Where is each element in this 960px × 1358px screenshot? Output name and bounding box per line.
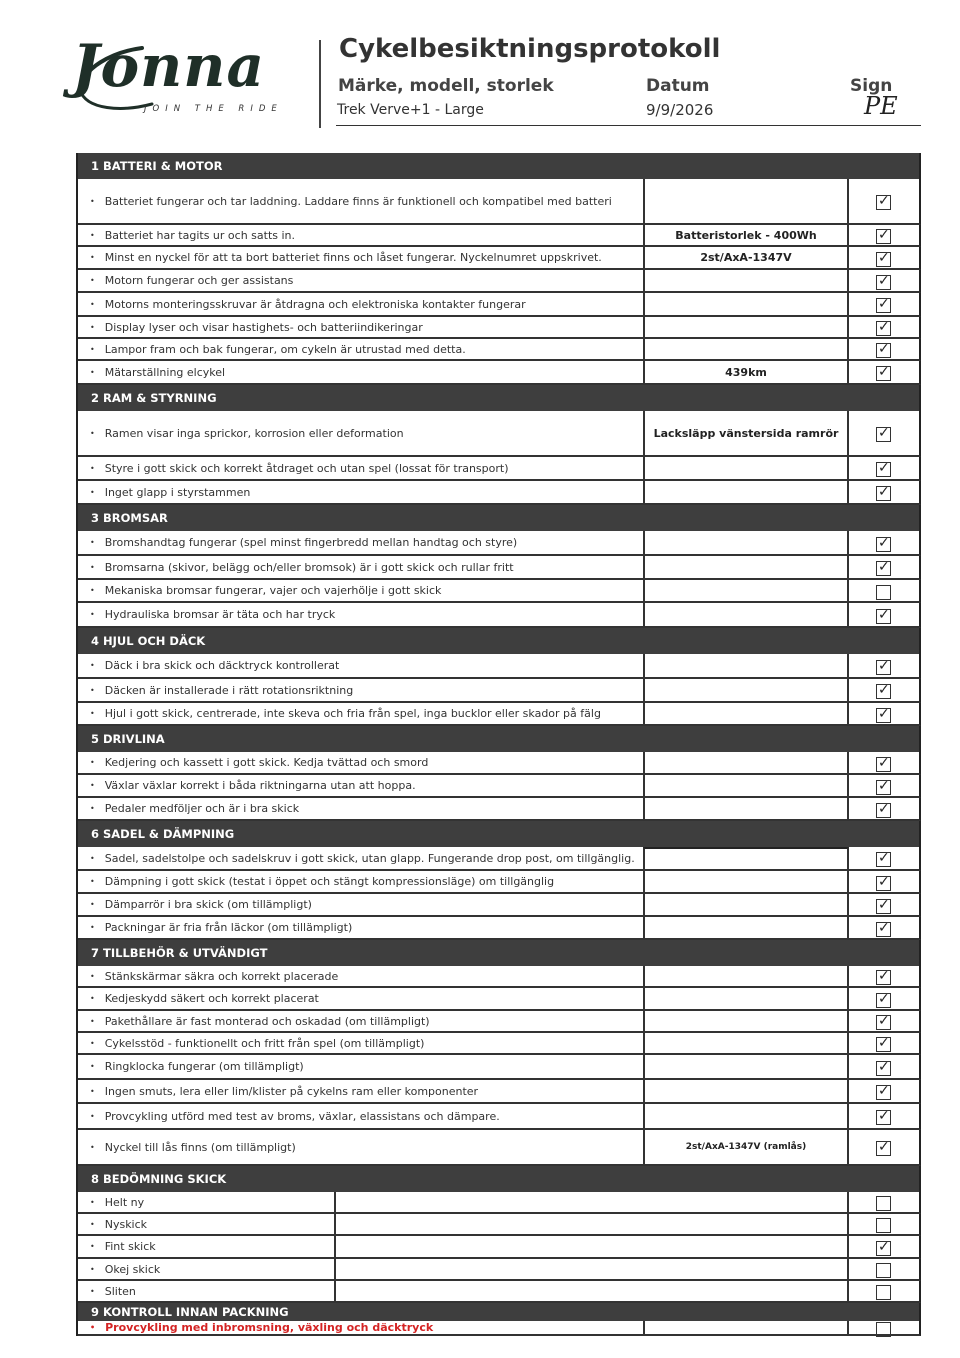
bullet-icon: •	[90, 1323, 96, 1332]
checklist-row	[78, 775, 921, 798]
checklist-row	[78, 1011, 921, 1033]
row-note-field[interactable]	[643, 339, 849, 359]
checklist-row	[78, 988, 921, 1011]
checkbox[interactable]	[876, 1085, 891, 1100]
section-number: 2	[91, 391, 100, 405]
bullet-icon: •	[90, 562, 95, 572]
row-note-field[interactable]	[643, 603, 849, 626]
row-text	[78, 988, 319, 1009]
checklist-row	[78, 1080, 921, 1104]
row-note-field[interactable]: 439km	[643, 361, 849, 383]
checklist-row	[78, 270, 921, 293]
row-label: Ramen visar inga sprickor, korrosion eller deformation	[104, 426, 404, 440]
bullet-icon: •	[90, 299, 95, 309]
row-text	[78, 361, 225, 383]
bullet-icon: •	[90, 367, 95, 377]
row-note-field[interactable]	[643, 556, 849, 578]
bullet-icon: •	[90, 610, 95, 619]
checklist-row	[78, 457, 921, 481]
row-text	[78, 1192, 334, 1212]
row-note-field[interactable]	[643, 1321, 849, 1334]
row-note-field[interactable]	[643, 457, 849, 479]
sign-label: Sign	[850, 76, 893, 96]
checkbox[interactable]	[876, 609, 891, 624]
row-note-field[interactable]	[643, 775, 849, 796]
bullet-icon: •	[90, 463, 95, 473]
checklist-row	[78, 580, 921, 603]
bullet-icon: •	[90, 971, 95, 981]
row-label: Provcykling utförd med test av broms, växlar, elassistans och dämpare.	[104, 1109, 500, 1123]
row-note-field[interactable]	[643, 798, 849, 819]
checkbox[interactable]	[876, 922, 891, 937]
checklist-row	[78, 1281, 921, 1303]
bullet-icon: •	[90, 230, 95, 240]
bullet-icon: •	[90, 196, 95, 206]
row-label: Ingen smuts, lera eller lim/klister på cykelns ram eller komponenter	[104, 1084, 479, 1098]
row-note-field[interactable]	[643, 179, 849, 223]
row-note-field[interactable]	[643, 654, 849, 677]
checkbox[interactable]	[876, 1015, 891, 1030]
section-title: BATTERI & MOTOR	[103, 159, 223, 173]
row-text	[78, 270, 293, 291]
row-text	[78, 411, 404, 455]
row-label: Sliten	[104, 1284, 136, 1298]
row-label: Batteriet har tagits ur och satts in.	[104, 228, 296, 242]
logo-wordmark: Jonna	[72, 32, 266, 100]
row-text	[78, 1033, 424, 1053]
checkbox[interactable]	[876, 537, 891, 552]
bullet-icon: •	[90, 877, 95, 886]
section-number: 7	[91, 946, 100, 960]
checklist-row	[78, 654, 921, 679]
row-text	[78, 1011, 430, 1031]
row-text	[78, 1130, 296, 1164]
checklist-row	[78, 531, 921, 556]
checkbox[interactable]	[876, 757, 891, 772]
checkbox[interactable]	[876, 1218, 891, 1233]
page-title: Cykelbesiktningsprotokoll	[339, 34, 721, 64]
checklist-row	[78, 871, 921, 894]
section-header	[78, 385, 921, 411]
row-label: Provcykling med inbromsning, växling och däcktryck	[105, 1321, 434, 1334]
row-note-field[interactable]	[643, 871, 849, 892]
bullet-icon: •	[90, 1219, 95, 1229]
row-label: Kedjering och kassett i gott skick. Kedja tvättad och smord	[104, 756, 429, 769]
checkbox[interactable]	[876, 195, 891, 210]
row-text	[78, 1281, 334, 1301]
checklist-row	[78, 481, 921, 505]
section-header	[78, 940, 921, 966]
checklist-row	[78, 603, 921, 628]
bullet-icon: •	[90, 853, 95, 863]
row-text	[78, 603, 335, 626]
row-note-field[interactable]: 2st/AxA-1347V	[643, 247, 849, 268]
row-label: Cykelsstöd - funktionellt och fritt från spel (om tillämpligt)	[104, 1036, 425, 1050]
row-label: Däcken är installerade i rätt rotationsriktning	[104, 683, 354, 697]
checkbox[interactable]	[876, 321, 891, 336]
bullet-icon: •	[90, 1286, 95, 1296]
model-label: Märke, modell, storlek	[338, 76, 554, 96]
checklist-row	[78, 966, 921, 988]
row-text	[78, 1321, 433, 1334]
section-number: 3	[91, 511, 100, 525]
row-text	[78, 847, 635, 869]
section-header	[78, 628, 921, 654]
section-number: 4	[91, 634, 100, 648]
checklist-row	[78, 703, 921, 726]
section-title: KONTROLL INNAN PACKNING	[103, 1305, 289, 1319]
row-note-field[interactable]	[334, 1214, 849, 1234]
checkbox[interactable]	[876, 1061, 891, 1076]
bullet-icon: •	[90, 709, 95, 718]
bullet-icon: •	[90, 487, 95, 497]
row-note-field[interactable]	[643, 1033, 849, 1053]
checkbox[interactable]	[876, 660, 891, 675]
row-note-field[interactable]	[643, 1055, 849, 1078]
document-header	[0, 0, 960, 140]
row-label: Dämparrör i bra skick (om tillämpligt)	[104, 898, 312, 911]
checklist-row	[78, 847, 921, 871]
bullet-icon: •	[90, 586, 95, 595]
row-text	[78, 1080, 478, 1102]
row-text	[78, 481, 250, 503]
checkbox[interactable]	[876, 486, 891, 501]
logo-tagline: JOIN THE RIDE	[144, 104, 283, 114]
row-label: Nyckel till lås finns (om tillämpligt)	[104, 1140, 296, 1154]
row-note-field[interactable]	[643, 270, 849, 291]
bullet-icon: •	[90, 344, 95, 354]
checkbox[interactable]	[876, 298, 891, 313]
row-note-field[interactable]	[643, 988, 849, 1009]
row-text	[78, 339, 466, 359]
section-number: 6	[91, 827, 100, 841]
row-note-field[interactable]	[643, 293, 849, 315]
checkbox[interactable]	[876, 366, 891, 381]
bullet-icon: •	[90, 758, 95, 767]
checklist-row	[78, 1321, 921, 1336]
row-text	[78, 457, 509, 479]
row-text	[78, 966, 338, 986]
row-note-field[interactable]	[334, 1281, 849, 1301]
checklist-row	[78, 339, 921, 361]
checklist-row	[78, 1259, 921, 1281]
section-title: BROMSAR	[103, 511, 168, 525]
checklist-row	[78, 1192, 921, 1214]
row-note-field[interactable]	[643, 317, 849, 337]
row-text	[78, 317, 423, 337]
row-label: Dämpning i gott skick (testat i öppet och stängt kompressionsläge) om tillgänglig	[104, 875, 555, 888]
checklist-row	[78, 293, 921, 317]
checkbox[interactable]	[876, 252, 891, 267]
row-label: Inget glapp i styrstammen	[104, 485, 251, 499]
checklist-row	[78, 556, 921, 580]
row-note-field[interactable]	[334, 1192, 849, 1212]
section-header	[78, 153, 921, 179]
bullet-icon: •	[90, 1242, 95, 1251]
checklist-row	[78, 752, 921, 775]
signature: PE	[864, 92, 898, 120]
row-note-field[interactable]	[643, 1104, 849, 1128]
checkbox[interactable]	[876, 585, 891, 600]
row-label: Minst en nyckel för att ta bort batteriet finns och låset fungerar. Nyckelnumret uppskrivet.	[104, 251, 602, 264]
section-number: 5	[91, 732, 100, 746]
checkbox[interactable]	[876, 1263, 891, 1278]
row-text	[78, 293, 526, 315]
row-label: Hjul i gott skick, centrerade, inte skeva och fria från spel, inga bucklor eller skador på fälg	[104, 707, 601, 720]
checkbox[interactable]	[876, 1141, 891, 1156]
checklist-row	[78, 225, 921, 247]
row-label: Bromsarna (skivor, belägg och/eller bromsok) är i gott skick och rullar fritt	[104, 560, 514, 574]
header-divider	[319, 40, 321, 128]
row-note-field[interactable]	[643, 752, 849, 773]
checkbox[interactable]	[876, 1322, 891, 1337]
header-underline	[336, 125, 921, 126]
checklist-row	[78, 1055, 921, 1080]
row-text	[78, 179, 612, 223]
bullet-icon: •	[90, 1016, 95, 1026]
section-title: HJUL OCH DÄCK	[103, 634, 206, 648]
checkbox[interactable]	[876, 708, 891, 723]
section-title: BEDÖMNING SKICK	[103, 1172, 227, 1186]
row-text	[78, 679, 353, 701]
model-value: Trek Verve+1 - Large	[337, 102, 484, 118]
bullet-icon: •	[90, 1264, 95, 1274]
row-note-field[interactable]	[643, 1011, 849, 1031]
checklist-row	[78, 247, 921, 270]
date-value: 9/9/2026	[646, 101, 714, 119]
row-label: Okej skick	[104, 1262, 161, 1276]
row-text	[78, 703, 601, 724]
section-number: 8	[91, 1172, 100, 1186]
bullet-icon: •	[90, 276, 95, 285]
row-note-field[interactable]	[643, 847, 849, 869]
row-label: Däck i bra skick och däcktryck kontrollerat	[104, 659, 340, 672]
row-text	[78, 1236, 334, 1257]
checklist-row	[78, 1214, 921, 1236]
row-text	[78, 1214, 334, 1234]
bullet-icon: •	[90, 661, 95, 670]
row-note-field[interactable]: 2st/AxA-1347V (ramlås)	[643, 1130, 849, 1164]
bullet-icon: •	[90, 538, 95, 547]
checklist-row	[78, 317, 921, 339]
checklist-row	[78, 798, 921, 821]
row-text	[78, 531, 517, 554]
checkbox[interactable]	[876, 899, 891, 914]
bullet-icon: •	[90, 685, 95, 695]
row-note-field[interactable]: Batteristorlek - 400Wh	[643, 225, 849, 245]
checkbox[interactable]	[876, 803, 891, 818]
row-label: Display lyser och visar hastighets- och batteriindikeringar	[104, 320, 423, 334]
row-label: Pedaler medföljer och är i bra skick	[104, 802, 300, 815]
checkbox[interactable]	[876, 229, 891, 244]
checkbox[interactable]	[876, 684, 891, 699]
row-text	[78, 225, 295, 245]
row-text	[78, 247, 602, 268]
section-title: DRIVLINA	[103, 732, 165, 746]
row-label: Fint skick	[104, 1240, 156, 1253]
checklist-row	[78, 361, 921, 385]
row-note-field[interactable]	[643, 481, 849, 503]
row-text	[78, 775, 416, 796]
section-header	[78, 1303, 921, 1321]
row-text	[78, 917, 352, 938]
bullet-icon: •	[90, 428, 95, 438]
row-label: Hydrauliska bromsar är täta och har tryck	[104, 608, 336, 621]
section-title: RAM & STYRNING	[103, 391, 217, 405]
bullet-icon: •	[90, 253, 95, 262]
checkbox[interactable]	[876, 343, 891, 358]
row-label: Kedjeskydd säkert och korrekt placerat	[104, 992, 319, 1005]
checkbox[interactable]	[876, 1285, 891, 1300]
row-label: Växlar växlar korrekt i båda riktningarna utan att hoppa.	[104, 779, 416, 792]
checkbox[interactable]	[876, 970, 891, 985]
row-label: Batteriet fungerar och tar laddning. Laddare finns är funktionell och kompatibel med batteri	[104, 194, 612, 208]
checklist-row	[78, 679, 921, 703]
row-text	[78, 1104, 500, 1128]
date-label: Datum	[646, 76, 710, 96]
bullet-icon: •	[90, 781, 95, 790]
bullet-icon: •	[90, 923, 95, 932]
section-title: TILLBEHÖR & UTVÄNDIGT	[103, 946, 268, 960]
row-note-field[interactable]	[643, 1080, 849, 1102]
row-label: Motorn fungerar och ger assistans	[104, 274, 294, 287]
section-number: 9	[91, 1305, 100, 1319]
bullet-icon: •	[90, 1142, 95, 1152]
row-label: Ringklocka fungerar (om tillämpligt)	[104, 1060, 304, 1073]
checkbox[interactable]	[876, 993, 891, 1008]
bullet-icon: •	[90, 1111, 95, 1121]
bullet-icon: •	[90, 1086, 95, 1096]
row-note-field[interactable]	[643, 580, 849, 601]
row-label: Motorns monteringsskruvar är åtdragna och elektroniska kontakter fungerar	[104, 297, 526, 311]
row-note-field[interactable]	[643, 531, 849, 554]
bullet-icon: •	[90, 1197, 95, 1207]
row-note-field[interactable]: Lacksläpp vänstersida ramrör	[643, 411, 849, 455]
row-label: Sadel, sadelstolpe och sadelskruv i gott skick, utan glapp. Fungerande drop post, om tillgänglig.	[104, 851, 635, 865]
checkbox[interactable]	[876, 876, 891, 891]
row-label: Pakethållare är fast monterad och oskadad (om tillämpligt)	[104, 1014, 430, 1028]
checklist-row	[78, 894, 921, 917]
checklist-row	[78, 1130, 921, 1166]
row-text	[78, 798, 299, 819]
section-header	[78, 726, 921, 752]
section-number: 1	[91, 159, 100, 173]
checkbox[interactable]	[876, 275, 891, 290]
checkbox[interactable]	[876, 1241, 891, 1256]
row-label: Nyskick	[104, 1217, 148, 1231]
checkbox[interactable]	[876, 1037, 891, 1052]
bullet-icon: •	[90, 994, 95, 1003]
checkbox[interactable]	[876, 427, 891, 442]
checkbox[interactable]	[876, 1110, 891, 1125]
checkbox[interactable]	[876, 462, 891, 477]
row-text	[78, 1055, 304, 1078]
section-header	[78, 821, 921, 847]
row-note-field[interactable]	[643, 894, 849, 915]
row-text	[78, 894, 312, 915]
checklist-row	[78, 179, 921, 225]
row-note-field[interactable]	[334, 1259, 849, 1279]
checklist-row	[78, 917, 921, 940]
bullet-icon: •	[90, 900, 95, 909]
checklist-row	[78, 1104, 921, 1130]
checkbox[interactable]	[876, 1196, 891, 1211]
section-header	[78, 1166, 921, 1192]
row-text	[78, 871, 554, 892]
row-label: Mätarställning elcykel	[104, 365, 226, 379]
checkbox[interactable]	[876, 561, 891, 576]
row-label: Mekaniska bromsar fungerar, vajer och vajerhölje i gott skick	[104, 584, 442, 597]
bullet-icon: •	[90, 322, 95, 332]
row-label: Helt ny	[104, 1195, 145, 1209]
checklist-row	[78, 1236, 921, 1259]
checklist-table	[76, 153, 921, 1336]
row-label: Stänkskärmar säkra och korrekt placerade	[104, 969, 339, 983]
row-note-field[interactable]	[334, 1236, 849, 1257]
checklist-row	[78, 1033, 921, 1055]
section-header	[78, 505, 921, 531]
checklist-row	[78, 411, 921, 457]
row-label: Bromshandtag fungerar (spel minst fingerbredd mellan handtag och styre)	[104, 536, 518, 549]
bullet-icon: •	[90, 1062, 95, 1071]
row-label: Styre i gott skick och korrekt åtdraget och utan spel (lossat för transport)	[104, 461, 509, 475]
row-note-field[interactable]	[643, 966, 849, 986]
row-note-field[interactable]	[643, 679, 849, 701]
row-text	[78, 1259, 334, 1279]
section-title: SADEL & DÄMPNING	[103, 827, 235, 841]
row-note-field[interactable]	[643, 917, 849, 938]
checkbox[interactable]	[876, 852, 891, 867]
row-note-field[interactable]	[643, 703, 849, 724]
row-text	[78, 556, 514, 578]
row-label: Packningar är fria från läckor (om tillämpligt)	[104, 921, 353, 934]
bullet-icon: •	[90, 1038, 95, 1048]
row-text	[78, 752, 428, 773]
row-label: Lampor fram och bak fungerar, om cykeln är utrustad med detta.	[104, 342, 466, 356]
row-text	[78, 580, 441, 601]
checkbox[interactable]	[876, 780, 891, 795]
jonna-logo	[72, 32, 302, 118]
row-text	[78, 654, 339, 677]
bullet-icon: •	[90, 804, 95, 813]
